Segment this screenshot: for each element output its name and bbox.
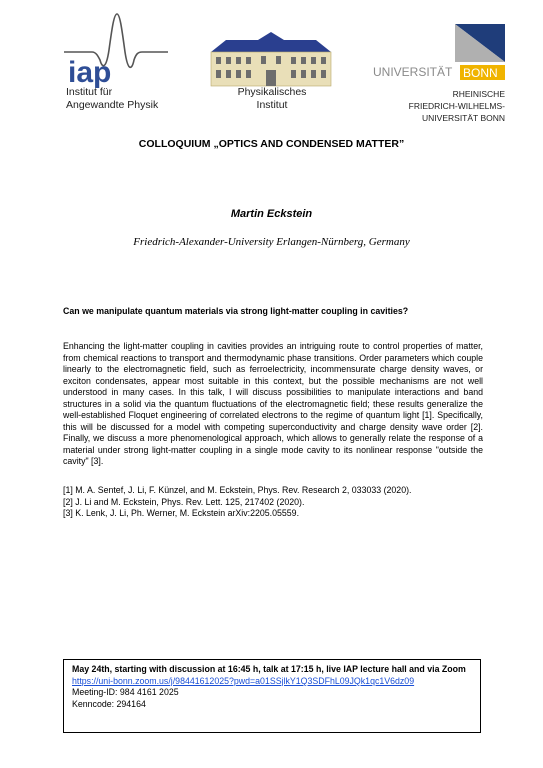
physics-institute-name [222,86,322,112]
iap-logo-lettering: iap [68,56,112,89]
colloquium-title: COLLOQUIUM „OPTICS AND CONDENSED MATTER” [138,138,405,150]
uni-bonn-logo [371,22,507,82]
iap-institute-name [66,86,158,112]
kenncode: Kenncode: 294164 [72,698,146,709]
iap-line1: Institut für [66,86,113,98]
iap-line2: Angewandte Physik [66,99,159,111]
uni-line3: UNIVERSITÄT BONN [422,113,505,123]
talk-title: Can we manipulate quantum materials via strong light-matter coupling in cavities? [63,306,409,316]
event-datetime: May 24th, starting with discussion at 16:45 h, talk at 17:15 h, live IAP lecture hall and via Zoom [72,664,466,674]
speaker-affiliation: Friedrich-Alexander-University Erlangen-Nürnberg, Germany [133,236,410,248]
uni-logo-city: BONN [463,66,498,80]
phys-line1: Physikalisches [237,86,307,98]
uni-line1: RHEINISCHE [452,89,505,99]
references-list [63,485,483,520]
event-info-box [63,659,481,733]
abstract-text: Enhancing the light-matter coupling in cavities provides an intriguing route to control properties of matter, from chemical reactions to transport and thermodynamic phase transitions. Order parameters which couple linearly to the electromagnetic field, such as ferroelectricity, incommensurate charge density waves, or exciton condensates, appear most suitable in this context, but the possible mechanisms are not well understood in many cases. In this talk, I will discuss possibilities to manipulate interactions and band structures in a solid via the quantum fluctuations of the electromagnetic field; these results generalize the well-established Floquet engineering of correlated electrons to the regime of quantum light [1]. Specifically, this will be discussed for a model with competing superconductivity and charge density wave order [2]. Finally, we discuss a more phenomenological approach, which allows to generally relate the response of a material under strong light-matter coupling in a single mode cavity to its nonlinear response "outside the cavity" [3]. [63,341,483,466]
phys-line2: Institut [256,99,288,111]
reference-item: [3] K. Lenk, J. Li, Ph. Werner, M. Eckstein arXiv:2205.05559. [63,508,300,518]
uni-logo-word: UNIVERSITÄT [373,65,453,79]
speaker-name: Martin Eckstein [230,208,313,220]
reference-item: [2] J. Li and M. Eckstein, Phys. Rev. Lett. 125, 217402 (2020). [63,496,305,507]
zoom-link[interactable]: https://uni-bonn.zoom.us/j/98441612025?pwd=a01SSjlkY1Q3SDFhL09JQk1qc1V6dz09 [72,675,415,686]
reference-item: [1] M. A. Sentef, J. Li, F. Künzel, and M. Eckstein, Phys. Rev. Research 2, 033033 (2020). [63,485,412,495]
uni-bonn-name [395,88,505,124]
meeting-id: Meeting-ID: 984 4161 2025 [72,687,179,698]
uni-line2: FRIEDRICH-WILHELMS- [408,101,505,111]
